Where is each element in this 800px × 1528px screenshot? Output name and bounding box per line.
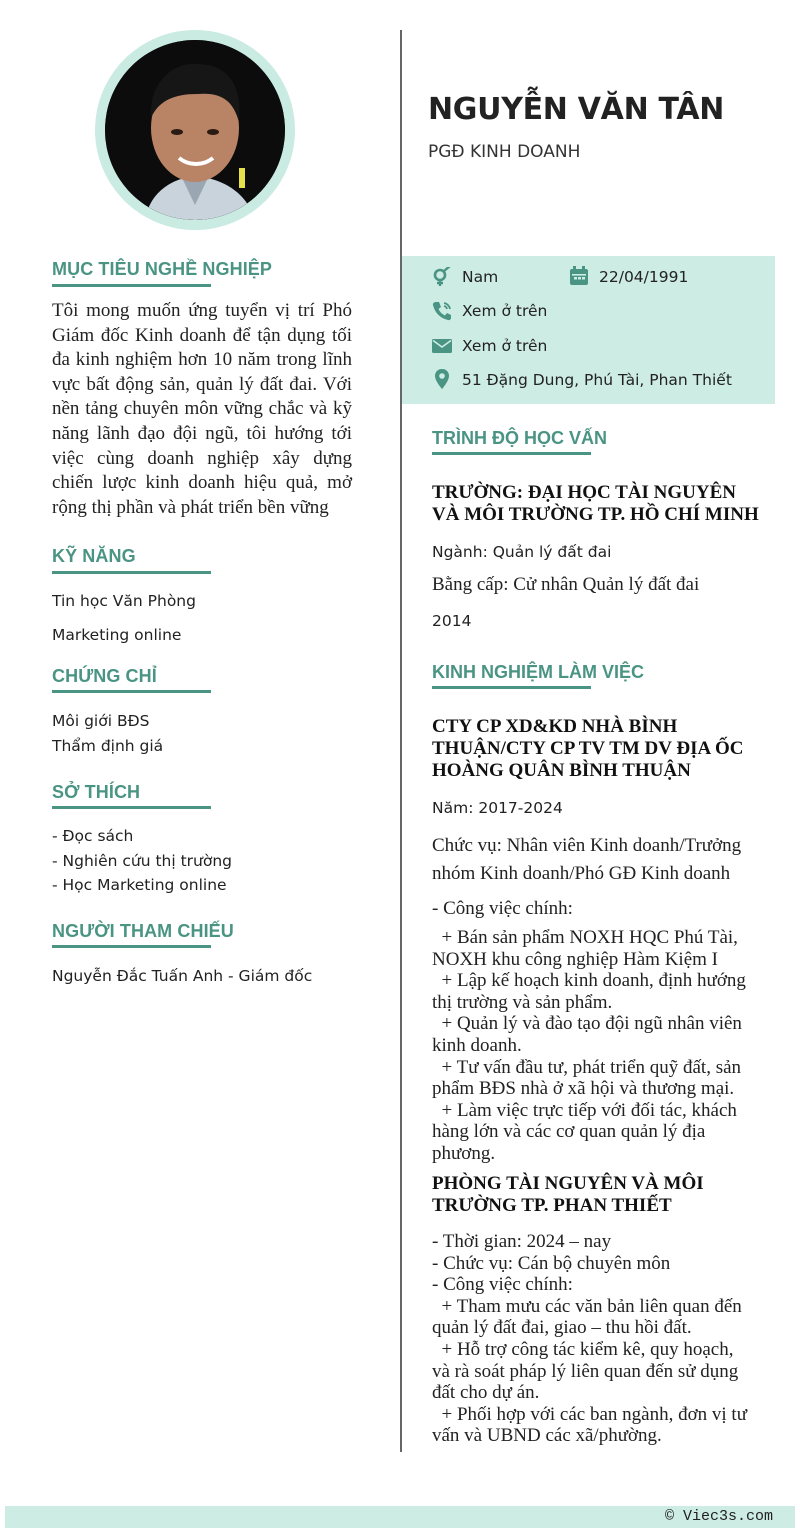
references-title: NGƯỜI THAM CHIẾU <box>52 921 234 941</box>
education-rule <box>432 452 591 455</box>
skills-rule <box>52 571 211 574</box>
education-title: TRÌNH ĐỘ HỌC VẤN <box>432 428 607 448</box>
job-detail-line: - Chức vụ: Cán bộ chuyên môn <box>432 1252 671 1274</box>
hobbies-title: SỞ THÍCH <box>52 782 141 802</box>
profile-photo <box>105 40 285 220</box>
email-icon <box>432 336 452 356</box>
job-detail-line: + Tham mưu các văn bản liên quan đến quản lý đất đai, giao – thu hồi đất. <box>432 1295 747 1339</box>
objective-title: MỤC TIÊU NGHỀ NGHIỆP <box>52 259 273 279</box>
education-major: Ngành: Quản lý đất đai <box>432 543 612 561</box>
job-detail-line: - Công việc chính: <box>432 1274 573 1296</box>
job-company: PHÒNG TÀI NGUYÊN VÀ MÔI TRƯỜNG TP. PHAN THIẾT <box>432 1173 704 1216</box>
avatar-ring <box>95 30 295 230</box>
skill-item: Tin học Văn Phòng <box>52 592 196 610</box>
contact-panel <box>402 256 775 404</box>
job-duties-label: - Công việc chính: <box>432 898 573 919</box>
objective-text: Tôi mong muốn ứng tuyển vị trí Phó Giám đốc Kinh doanh để tận dụng tối đa kinh nghiệm hơn 10 năm trong lĩnh vực bất động sản, quản lý đất đai. Với nền tảng chuyên môn vững chắc và kỹ năng lãnh đạo đội ngũ, tôi hướng tới việc cùng doanh nghiệp xây dựng chiến lược kinh doanh hiệu quả, mở rộng thị phần và phát triển bền vững <box>52 300 352 518</box>
education-year: 2014 <box>432 612 472 630</box>
gender-icon <box>432 267 452 287</box>
job-duty-item: + Lập kế hoạch kinh doanh, định hướng thị trường và sản phẩm. <box>432 970 751 1013</box>
hobby-item: - Nghiên cứu thị trường <box>52 852 233 870</box>
column-divider <box>400 30 402 1452</box>
experience-title: KINH NGHIỆM LÀM VIỆC <box>432 662 645 682</box>
job-position: Chức vụ: Nhân viên Kinh doanh/Trưởng nhóm Kinh doanh/Phó GĐ Kinh doanh <box>432 835 742 884</box>
job-duty-item: + Làm việc trực tiếp với đối tác, khách hàng lớn và các cơ quan quản lý địa phương. <box>432 1099 742 1164</box>
avatar <box>105 40 285 220</box>
skills-title: KỸ NĂNG <box>52 546 136 566</box>
certificates-title: CHỨNG CHỈ <box>52 666 157 686</box>
skill-item: Marketing online <box>52 626 182 644</box>
gender-value: Nam <box>462 268 499 286</box>
hobby-item: - Đọc sách <box>52 827 134 845</box>
phone-value: Xem ở trên <box>462 302 548 320</box>
location-icon <box>432 369 452 389</box>
footer-bar <box>5 1506 795 1528</box>
certificate-item: Thẩm định giá <box>52 737 164 755</box>
hobby-item: - Học Marketing online <box>52 876 227 894</box>
job-details <box>432 1231 752 1447</box>
job-duty-item: + Tư vấn đầu tư, phát triển quỹ đất, sản phẩm BĐS nhà ở xã hội và thương mại. <box>432 1056 746 1100</box>
job-duty-item: + Bán sản phẩm NOXH HQC Phú Tài, NOXH khu công nghiệp Hàm Kiệm I <box>432 927 743 970</box>
references-rule <box>52 945 211 948</box>
education-degree: Bằng cấp: Cử nhân Quản lý đất đai <box>432 574 700 595</box>
calendar-icon <box>569 266 589 286</box>
footer-credit: © Viec3s.com <box>664 1508 773 1525</box>
candidate-name: NGUYỄN VĂN TÂN <box>428 92 725 127</box>
job-years: Năm: 2017-2024 <box>432 799 563 817</box>
job-company: CTY CP XD&KD NHÀ BÌNH THUẬN/CTY CP TV TM DV ĐỊA ỐC HOÀNG QUÂN BÌNH THUẬN <box>432 716 744 781</box>
job-duty-item: + Quản lý và đào tạo đội ngũ nhân viên kinh doanh. <box>432 1013 747 1056</box>
job-detail-line: - Thời gian: 2024 – nay <box>432 1231 612 1252</box>
address-value: 51 Đặng Dung, Phú Tài, Phan Thiết <box>462 371 732 389</box>
candidate-role: PGĐ KINH DOANH <box>428 142 581 162</box>
certificate-item: Môi giới BĐS <box>52 712 150 730</box>
education-school: TRƯỜNG: ĐẠI HỌC TÀI NGUYÊN VÀ MÔI TRƯỜNG TP. HỒ CHÍ MINH <box>432 482 759 525</box>
certificates-rule <box>52 690 211 693</box>
birthdate-value: 22/04/1991 <box>599 268 689 286</box>
reference-item: Nguyễn Đắc Tuấn Anh - Giám đốc <box>52 967 313 985</box>
objective-rule <box>52 284 211 287</box>
hobbies-rule <box>52 806 211 809</box>
phone-icon <box>432 301 452 321</box>
experience-rule <box>432 686 591 689</box>
job-detail-line: + Hỗ trợ công tác kiểm kê, quy hoạch, và rà soát pháp lý liên quan đến sử dụng đất cho dự án. <box>432 1338 744 1404</box>
job-duties <box>432 927 752 1165</box>
job-detail-line: + Phối hợp với các ban ngành, đơn vị tư vấn và UBND các xã/phường. <box>432 1403 752 1447</box>
email-value: Xem ở trên <box>462 337 548 355</box>
